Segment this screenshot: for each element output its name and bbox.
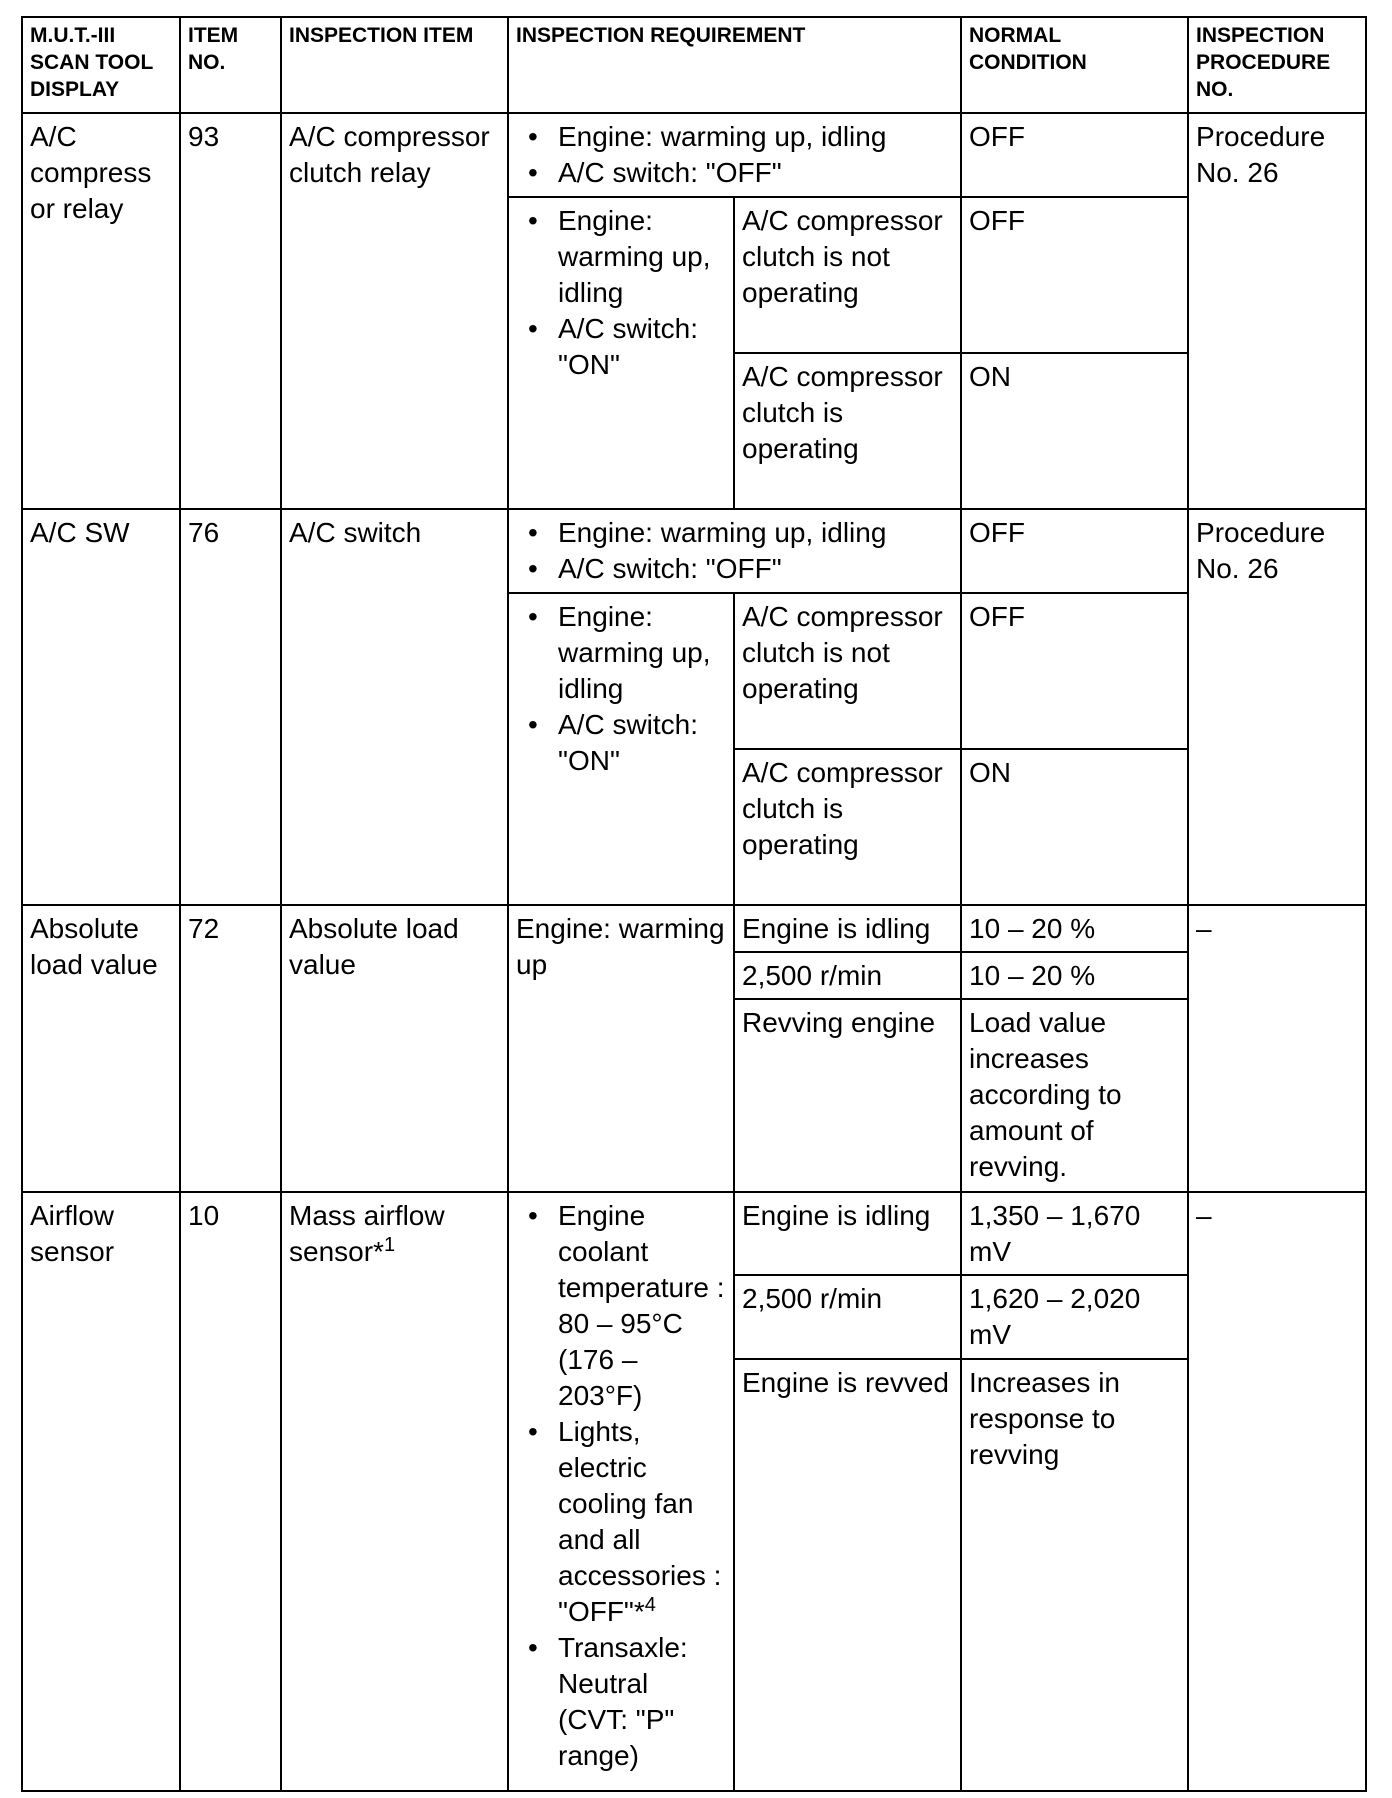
cell-sub-condition: Engine is idling [734,1192,961,1275]
requirement-bullet: • A/C switch: "OFF" [558,155,953,191]
cell-normal: 10 – 20 % [961,952,1188,999]
cell-item [281,1192,508,1791]
cell-display: A/C compress or relay [22,113,180,509]
cell-sub-condition: A/C compressor clutch is not operating [734,593,961,749]
inspection-table [21,16,1367,1792]
requirement-list [516,203,726,383]
requirement-bullet: • Engine coolant temperature : 80 – 95°C (176 – 203°F) [558,1198,726,1414]
table-row [22,509,1366,593]
cell-normal: 1,350 – 1,670 mV [961,1192,1188,1275]
requirement-list [516,515,953,587]
cell-procedure: – [1188,905,1366,1192]
footnote-number: 4 [644,1594,656,1616]
cell-display: Airflow sensor [22,1192,180,1791]
header-display: M.U.T.-III SCAN TOOL DISPLAY [22,17,180,113]
cell-display: A/C SW [22,509,180,905]
item-label: Mass airflow sensor [289,1200,445,1267]
cell-normal: OFF [961,113,1188,197]
footnote-number: 1 [383,1234,396,1256]
cell-sub-condition: Engine is revved [734,1359,961,1791]
cell-item: A/C compressor clutch relay [281,113,508,509]
cell-normal: Load value increases according to amount of revving. [961,999,1188,1192]
requirement-bullet: • A/C switch: "ON" [558,707,726,779]
cell-normal: 10 – 20 % [961,905,1188,952]
table-row [22,113,1366,197]
requirement-list [516,1198,726,1774]
cell-normal: ON [961,353,1188,509]
header-normal: NORMAL CONDITION [961,17,1188,113]
requirement-bullet: • Engine: warming up, idling [558,599,726,707]
requirement-list [516,119,953,191]
cell-normal: OFF [961,593,1188,749]
cell-item-no: 93 [180,113,281,509]
cell-requirement [508,197,734,509]
requirement-bullet: • Engine: warming up, idling [558,119,953,155]
footnote-asterisk: * [633,1596,645,1627]
cell-normal: Increases in response to revving [961,1359,1188,1791]
cell-sub-condition: 2,500 r/min [734,952,961,999]
requirement-text: Lights, electric cooling fan and all accessories : "OFF" [558,1416,722,1627]
table-row [22,905,1366,952]
cell-item: Absolute load value [281,905,508,1192]
cell-sub-condition: A/C compressor clutch is operating [734,353,961,509]
cell-requirement [508,593,734,905]
table-row [22,1192,1366,1275]
cell-sub-condition: Engine is idling [734,905,961,952]
header-row [22,17,1366,113]
footnote-marker [373,1236,395,1267]
cell-requirement [508,113,961,197]
cell-sub-condition: 2,500 r/min [734,1275,961,1359]
cell-sub-condition: A/C compressor clutch is not operating [734,197,961,353]
cell-requirement [508,1192,734,1791]
cell-sub-condition: A/C compressor clutch is operating [734,749,961,905]
cell-requirement: Engine: warming up [508,905,734,1192]
cell-normal: OFF [961,197,1188,353]
header-procedure: INSPECTION PROCEDURE NO. [1188,17,1366,113]
cell-item-no: 10 [180,1192,281,1791]
cell-procedure: Procedure No. 26 [1188,509,1366,905]
requirement-bullet: • Engine: warming up, idling [558,515,953,551]
cell-item-no: 72 [180,905,281,1192]
requirement-list [516,599,726,779]
footnote-asterisk: * [373,1236,384,1267]
cell-procedure: Procedure No. 26 [1188,113,1366,509]
footnote-marker [634,1596,656,1627]
requirement-bullet: • Transaxle: Neutral (CVT: "P" range) [558,1630,726,1774]
cell-normal: 1,620 – 2,020 mV [961,1275,1188,1359]
cell-item: A/C switch [281,509,508,905]
cell-requirement [508,509,961,593]
cell-normal: OFF [961,509,1188,593]
header-item: INSPECTION ITEM [281,17,508,113]
header-item-no: ITEM NO. [180,17,281,113]
requirement-bullet: • Engine: warming up, idling [558,203,726,311]
requirement-bullet [558,1414,726,1630]
cell-display: Absolute load value [22,905,180,1192]
cell-normal: ON [961,749,1188,905]
requirement-bullet: • A/C switch: "OFF" [558,551,953,587]
cell-item-no: 76 [180,509,281,905]
cell-procedure: – [1188,1192,1366,1791]
header-requirement: INSPECTION REQUIREMENT [508,17,961,113]
cell-sub-condition: Revving engine [734,999,961,1192]
requirement-bullet: • A/C switch: "ON" [558,311,726,383]
